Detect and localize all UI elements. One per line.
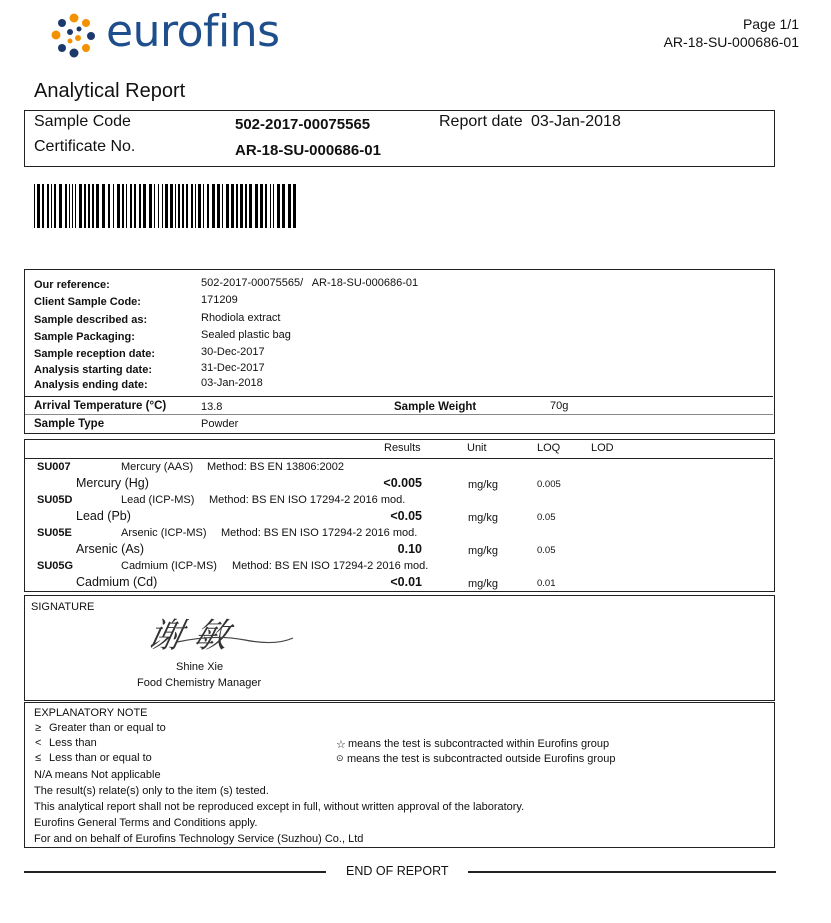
subcontract-outside-text: means the test is subcontracted outside Eurofins group (347, 753, 616, 765)
test-method: Method: BS EN ISO 17294-2 2016 mod. (209, 494, 406, 506)
note-line: For and on behalf of Eurofins Technology Service (Suzhou) Co., Ltd (34, 833, 364, 845)
detail-value: 171209 (201, 294, 238, 306)
certificate-label: Certificate No. (34, 138, 136, 155)
test-method: Method: BS EN ISO 17294-2 2016 mod. (221, 527, 418, 539)
detail-label: Sample reception date: (34, 348, 156, 360)
sample-type-value: Powder (201, 418, 239, 430)
detail-value: Rhodiola extract (201, 312, 281, 324)
result-value: 0.10 (397, 542, 422, 556)
subcontract-within-text: means the test is subcontracted within Eurofins group (348, 738, 610, 750)
page-number: Page 1/1 (742, 16, 799, 32)
certificate-value: AR-18-SU-000686-01 (235, 142, 381, 159)
analyte-name: Mercury (Hg) (76, 476, 149, 490)
detail-label: Our reference: (34, 279, 110, 291)
explanatory-note-box (24, 702, 775, 848)
eurofins-logo (50, 6, 280, 60)
test-code: SU05D (37, 494, 73, 506)
result-loq: 0.05 (537, 512, 556, 523)
signer-name: Shine Xie (176, 661, 224, 673)
note-symbol-text: Less than (49, 737, 97, 749)
result-value: <0.005 (383, 476, 422, 490)
signature-flourish (175, 632, 295, 652)
result-unit: mg/kg (468, 479, 498, 491)
subcontract-outside-symbol: ⊙ (336, 753, 344, 763)
detail-label: Client Sample Code: (34, 296, 141, 308)
note-symbol: ≤ (35, 752, 42, 764)
detail-value: 31-Dec-2017 (201, 362, 265, 374)
footer-rule-left (24, 871, 326, 873)
note-symbol-text: Less than or equal to (49, 752, 152, 764)
test-code: SU007 (37, 461, 71, 473)
signature-heading: SIGNATURE (31, 601, 95, 613)
handwritten-signature: 谢敏 (144, 616, 245, 656)
signature-box (24, 595, 775, 701)
test-name: Lead (ICP-MS) (121, 494, 195, 506)
test-name: Arsenic (ICP-MS) (121, 527, 207, 539)
report-date-label: Report date (439, 113, 523, 130)
notes-heading: EXPLANATORY NOTE (34, 707, 148, 719)
test-method: Method: BS EN ISO 17294-2 2016 mod. (232, 560, 429, 572)
na-note: N/A means Not applicable (34, 769, 161, 781)
detail-value: Sealed plastic bag (201, 329, 291, 341)
result-loq: 0.01 (537, 578, 556, 589)
signer-role: Food Chemistry Manager (137, 677, 262, 689)
brand-name: eurofins (106, 6, 280, 57)
test-name: Mercury (AAS) (121, 461, 194, 473)
test-name: Cadmium (ICP-MS) (121, 560, 217, 572)
detail-label: Sample described as: (34, 314, 148, 326)
end-of-report: END OF REPORT (346, 864, 449, 878)
analyte-name: Cadmium (Cd) (76, 575, 158, 589)
note-symbol: ≥ (35, 722, 42, 734)
detail-label: Analysis ending date: (34, 379, 148, 391)
header-doc-id: AR-18-SU-000686-01 (663, 34, 799, 50)
result-unit: mg/kg (468, 578, 498, 590)
result-loq: 0.05 (537, 545, 556, 556)
report-date-value: 03-Jan-2018 (531, 113, 621, 130)
loq-col-header: LOQ (537, 442, 561, 454)
note-symbol-text: Greater than or equal to (49, 722, 166, 734)
analyte-name: Lead (Pb) (76, 509, 131, 523)
logo-mark-icon (50, 12, 98, 60)
sample-weight-label: Sample Weight (394, 401, 477, 413)
result-unit: mg/kg (468, 512, 498, 524)
result-loq: 0.005 (537, 479, 561, 490)
footer-rule-right (468, 871, 776, 873)
result-unit: mg/kg (468, 545, 498, 557)
test-code: SU05E (37, 527, 72, 539)
unit-col-header: Unit (467, 442, 487, 454)
detail-value: 03-Jan-2018 (201, 377, 263, 389)
analyte-name: Arsenic (As) (76, 542, 145, 556)
sample-weight-value: 70g (550, 400, 569, 412)
note-line: This analytical report shall not be reproduced except in full, without written approval of the laboratory. (34, 801, 525, 813)
note-line: Eurofins General Terms and Conditions apply. (34, 817, 258, 829)
detail-label: Sample Packaging: (34, 331, 135, 343)
subcontract-within-symbol: ☆ (336, 739, 346, 751)
test-method: Method: BS EN 13806:2002 (207, 461, 344, 473)
summary-box (24, 110, 775, 167)
detail-label: Analysis starting date: (34, 364, 152, 376)
note-symbol: < (35, 737, 42, 749)
page-title: Analytical Report (34, 80, 186, 102)
sample-type-label: Sample Type (34, 418, 105, 430)
barcode-image (34, 184, 300, 228)
test-code: SU05G (37, 560, 74, 572)
sample-code-value: 502-2017-00075565 (235, 116, 371, 133)
sample-code-label: Sample Code (34, 113, 131, 130)
result-value: <0.01 (390, 575, 422, 589)
arrival-temp-label: Arrival Temperature (°C) (34, 400, 167, 412)
detail-value: 30-Dec-2017 (201, 346, 265, 358)
lod-col-header: LOD (591, 442, 614, 454)
detail-value: 502-2017-00075565/ AR-18-SU-000686-01 (201, 277, 419, 289)
sample-details-box (24, 269, 775, 434)
result-value: <0.05 (390, 509, 422, 523)
note-line: The result(s) relate(s) only to the item (s) tested. (34, 785, 269, 797)
results-col-header: Results (384, 442, 421, 454)
results-box (24, 439, 775, 592)
arrival-temp-value: 13.8 (201, 401, 223, 413)
